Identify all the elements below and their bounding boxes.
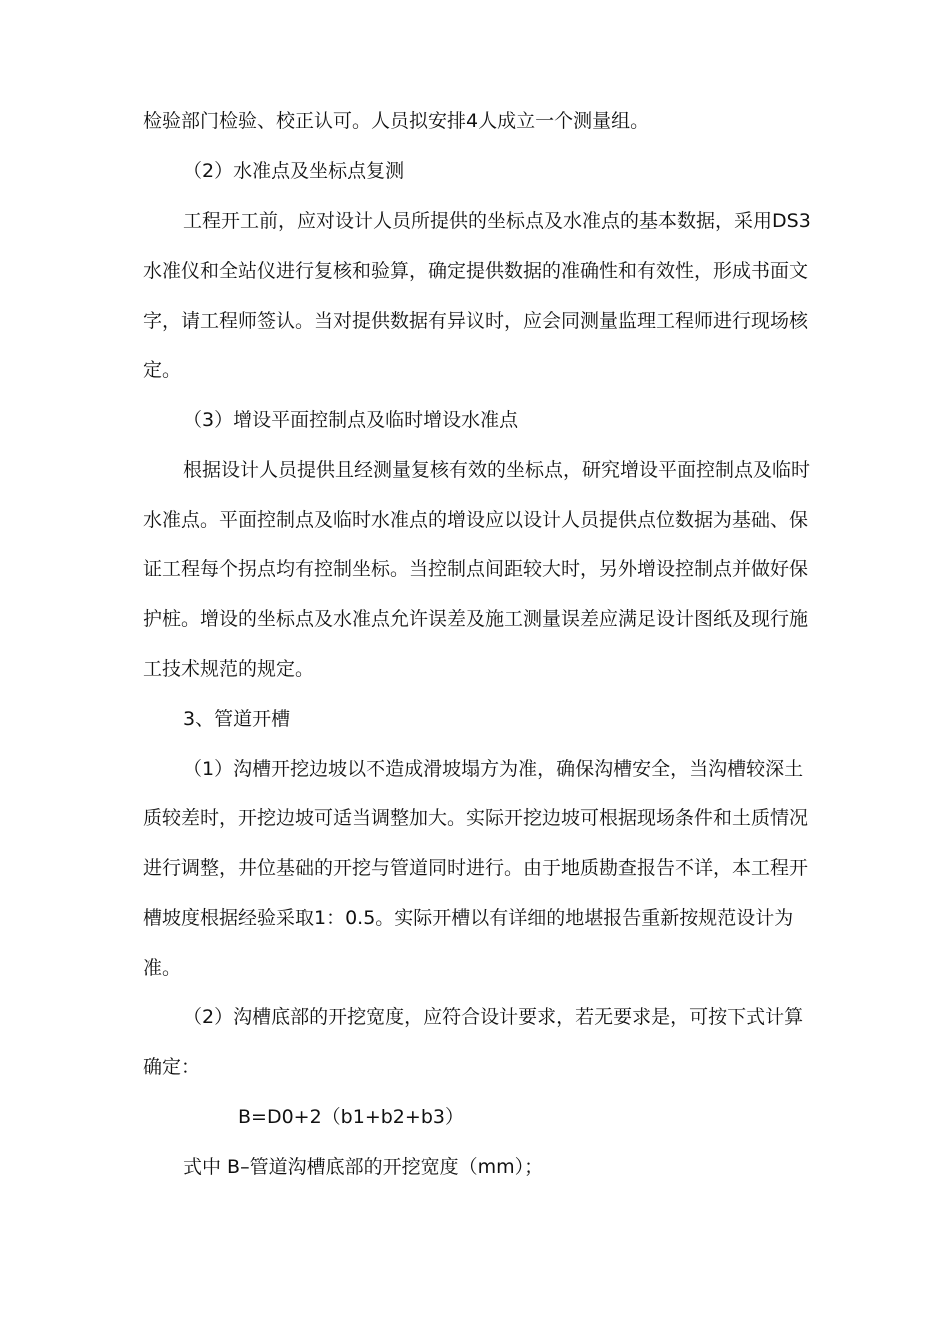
section-heading: （2）水准点及坐标点复测 bbox=[183, 160, 405, 182]
text-line: 质较差时，开挖边坡可适当调整加大。实际开挖边坡可根据现场条件和土质情况 bbox=[143, 807, 809, 829]
text-line: 工技术规范的规定。 bbox=[143, 658, 315, 680]
text-line: 证工程每个拐点均有控制坐标。当控制点间距较大时，另外增设控制点并做好保 bbox=[143, 558, 809, 580]
section-heading: （3）增设平面控制点及临时增设水准点 bbox=[183, 409, 519, 431]
text-line: 护桩。增设的坐标点及水准点允许误差及施工测量误差应满足设计图纸及现行施 bbox=[143, 608, 809, 630]
text-line: 式中 B–管道沟槽底部的开挖宽度（mm）； bbox=[183, 1156, 544, 1178]
text-line: 根据设计人员提供且经测量复核有效的坐标点，研究增设平面控制点及临时 bbox=[183, 459, 811, 481]
text-line: 确定： bbox=[143, 1056, 201, 1078]
text-line: （2）沟槽底部的开挖宽度，应符合设计要求，若无要求是，可按下式计算 bbox=[183, 1006, 804, 1028]
text-line: 进行调整，井位基础的开挖与管道同时进行。由于地质勘查报告不详，本工程开 bbox=[143, 857, 809, 879]
text-line: 工程开工前，应对设计人员所提供的坐标点及水准点的基本数据，采用DS3 bbox=[183, 210, 811, 232]
text-line: 定。 bbox=[143, 359, 182, 381]
text-line: 水准点。平面控制点及临时水准点的增设应以设计人员提供点位数据为基础、保 bbox=[143, 509, 809, 531]
text-line: （1）沟槽开挖边坡以不造成滑坡塌方为准，确保沟槽安全，当沟槽较深土 bbox=[183, 758, 804, 780]
section-heading: 3、管道开槽 bbox=[183, 708, 291, 730]
text-line: 准。 bbox=[143, 957, 182, 979]
formula: B=D0+2（b1+b2+b3） bbox=[238, 1106, 464, 1128]
text-line: 检验部门检验、校正认可。人员拟安排4人成立一个测量组。 bbox=[143, 110, 650, 132]
text-line: 槽坡度根据经验采取1：0.5。实际开槽以有详细的地堪报告重新按规范设计为 bbox=[143, 907, 794, 929]
text-line: 水准仪和全站仪进行复核和验算，确定提供数据的准确性和有效性，形成书面文 bbox=[143, 260, 809, 282]
text-line: 字，请工程师签认。当对提供数据有异议时，应会同测量监理工程师进行现场核 bbox=[143, 310, 809, 332]
